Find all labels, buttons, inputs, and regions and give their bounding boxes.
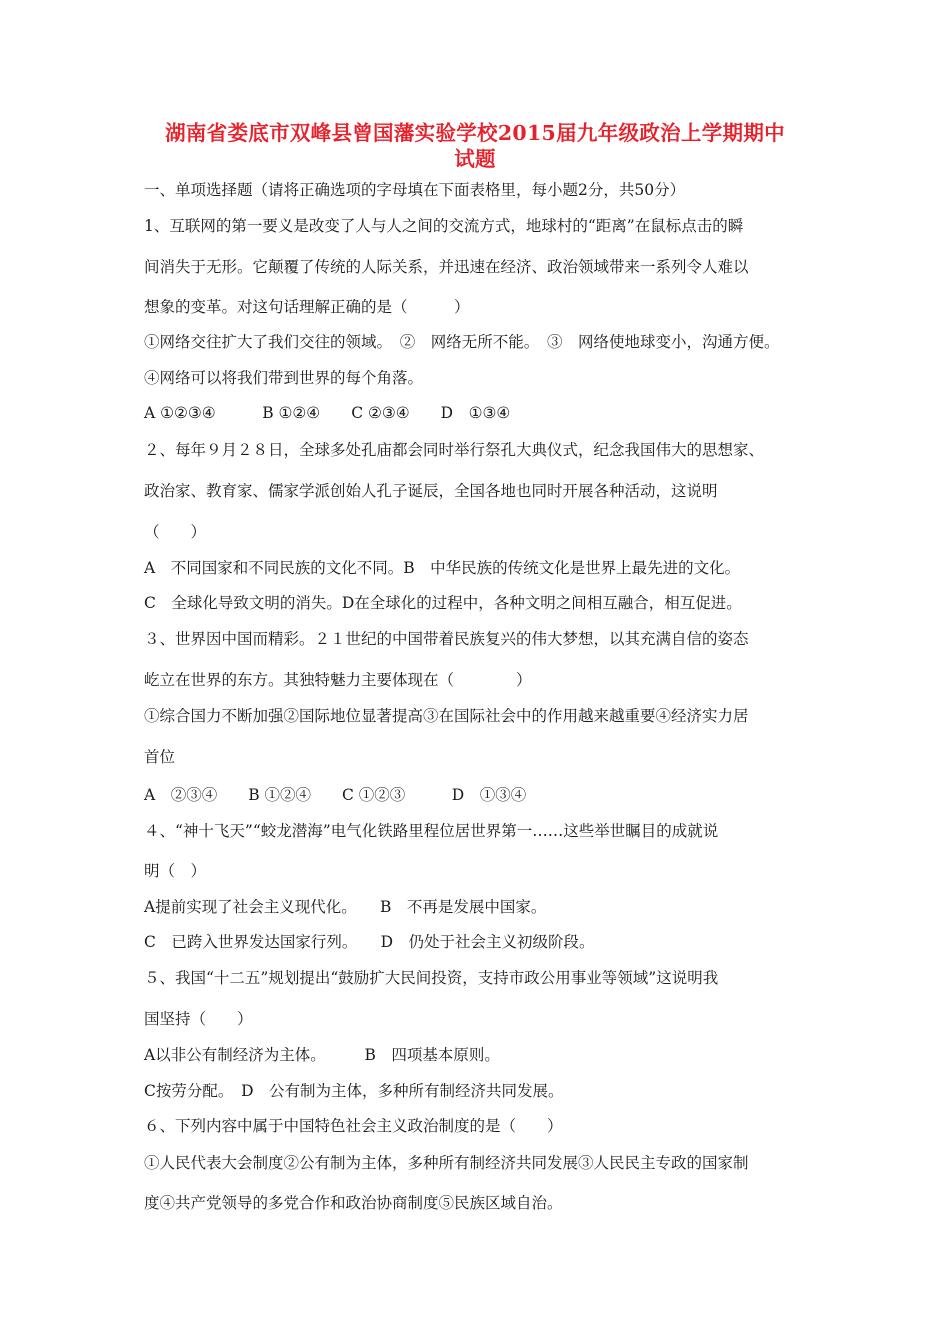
- question-2-line-1: ２、每年９月２８日，全球多处孔庙都会同时举行祭孔大典仪式，纪念我国伟大的思想家、: [144, 441, 765, 459]
- question-4-options-cd: C 已跨入世界发达国家行列。 D 仍处于社会主义初级阶段。: [144, 933, 595, 951]
- question-1-options: A ①②③④ B ①②④ C ②③④ D ①③④: [144, 404, 511, 422]
- question-5-line-1: ５、我国“十二五”规划提出“鼓励扩大民间投资，支持市政公用事业等领域”这说明我: [144, 969, 719, 987]
- question-5-options-ab: A以非公有制经济为主体。 B 四项基本原则。: [144, 1046, 500, 1064]
- question-3-line-1: ３、世界因中国而精彩。２１世纪的中国带着民族复兴的伟大梦想，以其充满自信的姿态: [144, 630, 749, 648]
- section-heading: 一、单项选择题（请将正确选项的字母填在下面表格里，每小题2分，共50分）: [144, 181, 686, 199]
- question-1-statements: ①网络交往扩大了我们交往的领域。 ② 网络无所不能。 ③ 网络使地球变小，沟通方便。: [144, 333, 780, 351]
- question-3-statements: ①综合国力不断加强②国际地位显著提高③在国际社会中的作用越来越重要④经济实力居: [144, 707, 749, 725]
- question-2-options-cd: C 全球化导致文明的消失。D在全球化的过程中，各种文明之间相互融合，相互促进。: [144, 594, 742, 612]
- question-6-line-1: ６、下列内容中属于中国特色社会主义政治制度的是（ ）: [144, 1117, 563, 1135]
- question-6-statements: ①人民代表大会制度②公有制为主体，多种所有制经济共同发展③人民民主专政的国家制: [144, 1154, 749, 1172]
- question-1-line-1: 1、互联网的第一要义是改变了人与人之间的交流方式，地球村的“距离”在鼠标点击的瞬: [144, 217, 744, 235]
- question-2-blank: （ ）: [144, 523, 207, 541]
- question-3-options: A ②③④ B ①②④ C ①②③ D ①③④: [144, 786, 527, 804]
- page-title: [120, 120, 830, 172]
- question-2-line-2: 政治家、教育家、儒家学派创始人孔子诞辰，全国各地也同时开展各种活动，这说明: [144, 482, 718, 500]
- question-4-line-2: 明（ ）: [144, 862, 207, 880]
- question-4-options-ab: A提前实现了社会主义现代化。 B 不再是发展中国家。: [144, 898, 547, 916]
- title-line-2: 试题: [454, 147, 496, 171]
- question-5-options-cd: C按劳分配。 D 公有制为主体，多种所有制经济共同发展。: [144, 1082, 564, 1100]
- question-3-statements-cont: 首位: [144, 748, 176, 766]
- question-3-line-2: 屹立在世界的东方。其独特魅力主要体现在（ ）: [144, 671, 532, 689]
- question-6-statements-cont: 度④共产党领导的多党合作和政治协商制度⑤民族区域自治。: [144, 1194, 563, 1212]
- title-line-1: 湖南省娄底市双峰县曾国藩实验学校2015届九年级政治上学期期中: [165, 121, 785, 145]
- question-4-line-1: ４、“神十飞天”“蛟龙潜海”电气化铁路里程位居世界第一……这些举世瞩目的成就说: [144, 822, 719, 840]
- question-1-line-3: 想象的变革。对这句话理解正确的是（ ）: [144, 298, 470, 316]
- question-1-line-2: 间消失于无形。它颠覆了传统的人际关系，并迅速在经济、政治领域带来一系列令人难以: [144, 258, 749, 276]
- question-5-line-2: 国坚持（ ）: [144, 1010, 253, 1028]
- question-2-options-ab: A 不同国家和不同民族的文化不同。B 中华民族的传统文化是世界上最先进的文化。: [144, 559, 741, 577]
- question-1-statement-4: ④网络可以将我们带到世界的每个角落。: [144, 369, 424, 387]
